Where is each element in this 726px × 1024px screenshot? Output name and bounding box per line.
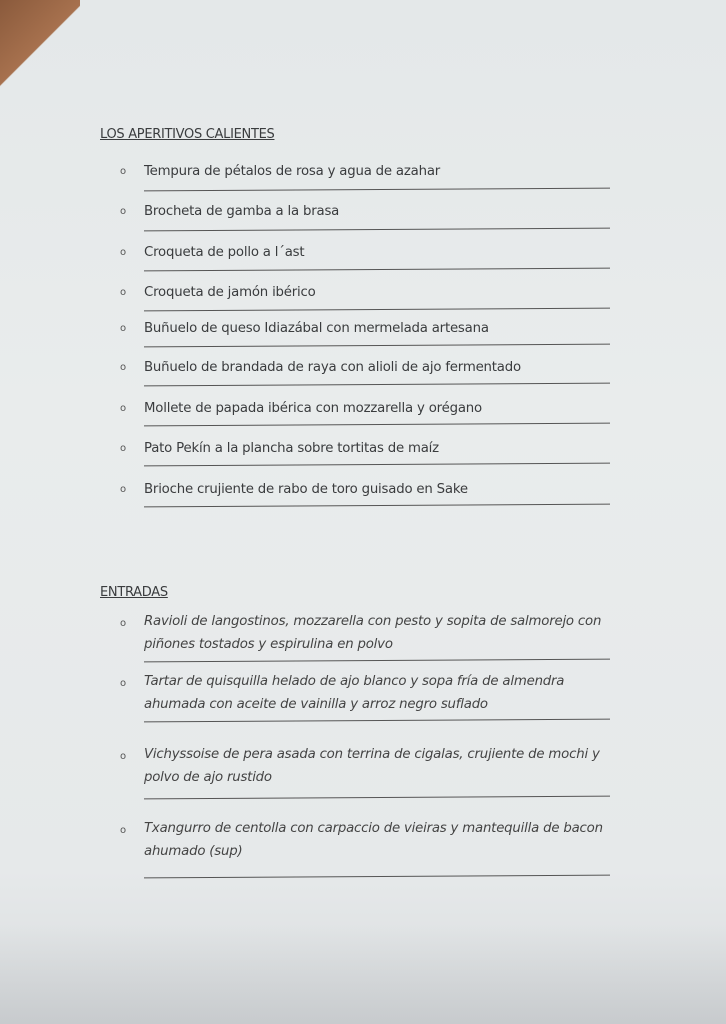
menu-item-text: Buñuelo de brandada de raya con alioli de ajo fermentado xyxy=(144,360,521,375)
bullet-icon: o xyxy=(120,323,127,334)
menu-item-text-line2: piñones tostados y espirulina en polvo xyxy=(144,637,393,652)
divider-line xyxy=(144,188,610,192)
bullet-icon: o xyxy=(120,825,127,836)
bullet-icon: o xyxy=(120,206,127,217)
divider-line xyxy=(144,875,610,879)
menu-item-text-line1: Txangurro de centolla con carpaccio de vieiras y mantequilla de bacon xyxy=(144,821,603,836)
page-shadow xyxy=(0,924,726,1024)
divider-line xyxy=(144,503,610,507)
bullet-icon: o xyxy=(120,403,127,414)
menu-item-text: Croqueta de jamón ibérico xyxy=(144,285,316,300)
divider-line xyxy=(144,423,610,427)
divider-line xyxy=(144,659,610,663)
bullet-icon: o xyxy=(120,751,127,762)
divider-line xyxy=(144,382,610,386)
menu-item-text-line2: polvo de ajo rustido xyxy=(144,770,272,785)
bullet-icon: o xyxy=(120,362,127,373)
divider-line xyxy=(144,343,610,347)
bullet-icon: o xyxy=(120,166,127,177)
divider-line xyxy=(144,227,610,231)
divider-line xyxy=(144,796,610,800)
menu-item-text-line1: Vichyssoise de pera asada con terrina de cigalas, crujiente de mochi y xyxy=(144,747,600,762)
menu-item-text-line1: Tartar de quisquilla helado de ajo blanco y sopa fría de almendra xyxy=(144,674,565,689)
menu-item-text: Croqueta de pollo a l´ast xyxy=(144,245,305,260)
bullet-icon: o xyxy=(120,247,127,258)
menu-item-text: Mollete de papada ibérica con mozzarella y orégano xyxy=(144,401,482,416)
bullet-icon: o xyxy=(120,287,127,298)
bullet-icon: o xyxy=(120,484,127,495)
menu-item-text: Tempura de pétalos de rosa y agua de azahar xyxy=(144,164,441,179)
menu-item-text: Brocheta de gamba a la brasa xyxy=(144,204,340,219)
bullet-icon: o xyxy=(120,678,127,689)
menu-item-text-line2: ahumada con aceite de vainilla y arroz negro suflado xyxy=(144,697,488,712)
bullet-icon: o xyxy=(120,443,127,454)
menu-item-text: Pato Pekín a la plancha sobre tortitas de maíz xyxy=(144,441,439,456)
table-surface xyxy=(0,0,80,90)
menu-item-text-line1: Ravioli de langostinos, mozzarella con pesto y sopita de salmorejo con xyxy=(144,614,602,629)
divider-line xyxy=(144,308,610,312)
section-heading-entradas: ENTRADAS xyxy=(100,585,168,600)
menu-item-text-line2: ahumado (sup) xyxy=(144,844,243,859)
menu-item-text: Brioche crujiente de rabo de toro guisado en Sake xyxy=(144,482,468,497)
menu-item-text: Buñuelo de queso Idiazábal con mermelada artesana xyxy=(144,321,489,336)
divider-line xyxy=(144,719,610,723)
divider-line xyxy=(144,268,610,272)
bullet-icon: o xyxy=(120,618,127,629)
divider-line xyxy=(144,462,610,466)
section-heading-aperitivos: LOS APERITIVOS CALIENTES xyxy=(100,127,275,142)
